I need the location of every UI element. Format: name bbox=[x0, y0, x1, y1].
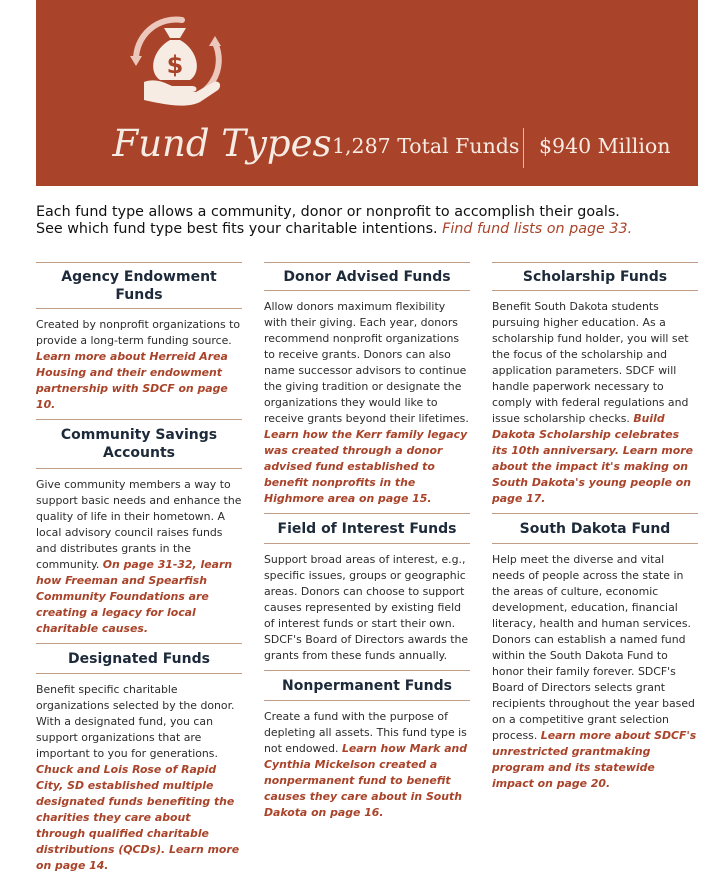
divider bbox=[264, 262, 470, 263]
section-body-nonpermanent bbox=[264, 709, 470, 821]
section-text: Create a fund with the purpose of depleting all assets. This fund type is not endowed. bbox=[264, 710, 467, 755]
divider bbox=[36, 643, 242, 644]
divider bbox=[36, 308, 242, 309]
intro-text bbox=[36, 204, 706, 238]
intro-line-2-text: See which fund type best fits your charitable intentions. bbox=[36, 221, 438, 237]
section-text: Benefit specific charitable organizations selected by the donor. With a designated fund, you can support organizations that are important to you for generations. bbox=[36, 683, 235, 760]
column-middle bbox=[264, 262, 470, 821]
stat-divider bbox=[523, 128, 524, 168]
story-link-freeman-spearfish[interactable]: On page 31-32, learn how Freeman and Spearfish Community Foundations are creating a legacy for local charitable causes. bbox=[36, 558, 233, 635]
section-text: Benefit South Dakota students pursuing higher education. As a scholarship fund holder, you will set the focus of the scholarship and application parameters. SDCF will handle paperwork necessary to comply with federal regulations and issue scholarship checks. bbox=[492, 300, 689, 425]
divider bbox=[492, 513, 698, 514]
total-funds-stat: 1,287 Total Funds bbox=[332, 134, 520, 158]
column-left bbox=[36, 262, 242, 874]
column-right bbox=[492, 262, 698, 792]
fund-lists-link[interactable]: Find fund lists on page 33. bbox=[442, 221, 633, 237]
section-body-field-of-interest bbox=[264, 552, 470, 664]
divider bbox=[36, 419, 242, 420]
section-body-designated bbox=[36, 682, 242, 874]
header-banner bbox=[36, 0, 698, 186]
section-text: Support broad areas of interest, e.g., specific issues, groups or geographic areas. Donors can choose to support causes represented by existing field of interest funds or start their own. SDCF's Board of Directors awards the grants from these funds annually. bbox=[264, 553, 469, 662]
story-link-kerr[interactable]: Learn how the Kerr family legacy was created through a donor advised fund established to benefit nonprofits in the Highmore area on page 15. bbox=[264, 428, 468, 505]
story-link-herreid[interactable]: Learn more about Herreid Area Housing and their endowment partnership with SDCF on page 10. bbox=[36, 350, 228, 411]
story-link-rose[interactable]: Chuck and Lois Rose of Rapid City, SD established multiple designated funds benefiting the charities they care about through qualified charitable distributions (QCDs). Learn more on page 14. bbox=[36, 763, 240, 872]
divider bbox=[264, 670, 470, 671]
section-title-scholarship: Scholarship Funds bbox=[522, 269, 668, 285]
story-link-build-dakota[interactable]: Build Dakota Scholarship celebrates its 10th anniversary. Learn more about the impact it's making on South Dakota's young people on page 17. bbox=[492, 412, 693, 505]
divider bbox=[264, 700, 470, 701]
section-text: Created by nonprofit organizations to provide a long-term funding source. bbox=[36, 318, 241, 347]
section-title-field-of-interest: Field of Interest Funds bbox=[277, 521, 457, 537]
section-text: Allow donors maximum flexibility with their giving. Each year, donors recommend nonprofit organizations to receive grants. Donors can also name successor advisors to continue the giving tradition or designate the organizations they would like to receive grants beyond their lifetimes. bbox=[264, 300, 469, 425]
section-body-scholarship bbox=[492, 299, 698, 507]
svg-text:$: $ bbox=[166, 51, 184, 79]
section-title-nonpermanent: Nonpermanent Funds bbox=[282, 678, 452, 694]
page-title: Fund Types bbox=[112, 122, 332, 165]
section-title-donor-advised: Donor Advised Funds bbox=[283, 269, 451, 285]
divider bbox=[264, 513, 470, 514]
story-link-grantmaking[interactable]: Learn more about SDCF's unrestricted grantmaking program and its statewide impact on page 20. bbox=[492, 729, 697, 790]
divider bbox=[264, 290, 470, 291]
section-title-agency-endowment: Agency Endowment Funds bbox=[61, 269, 217, 303]
section-title-community-savings: Community Savings Accounts bbox=[60, 427, 218, 461]
section-body-agency-endowment bbox=[36, 317, 242, 413]
divider bbox=[492, 543, 698, 544]
intro-line-1: Each fund type allows a community, donor or nonprofit to accomplish their goals. bbox=[36, 204, 620, 220]
section-body-donor-advised bbox=[264, 299, 470, 507]
divider bbox=[36, 262, 242, 263]
section-title-south-dakota-fund: South Dakota Fund bbox=[519, 521, 671, 537]
intro-line-2 bbox=[36, 221, 706, 238]
divider bbox=[36, 468, 242, 469]
total-assets-stat: $940 Million bbox=[539, 134, 671, 158]
money-bag-hand-icon bbox=[122, 8, 230, 112]
divider bbox=[36, 673, 242, 674]
section-text: Help meet the diverse and vital needs of people across the state in the areas of culture, economic development, education, financial literacy, health and human services. Donors can establish a named fund within the South Dakota Fund to honor their family forever. SDCF's Board of Directors selects grant recipients throughout the year based on a competitive grant selection process. bbox=[492, 553, 695, 742]
story-link-mickelson[interactable]: Learn how Mark and Cynthia Mickelson created a nonpermanent fund to benefit causes they care about in South Dakota on page 16. bbox=[264, 742, 468, 819]
section-body-south-dakota-fund bbox=[492, 552, 698, 792]
section-text: Give community members a way to support basic needs and enhance the quality of life in their hometown. A local advisory council raises funds and distributes grants in the community. bbox=[36, 478, 242, 571]
divider bbox=[492, 262, 698, 263]
section-body-community-savings bbox=[36, 477, 242, 637]
divider bbox=[264, 543, 470, 544]
divider bbox=[492, 290, 698, 291]
section-title-designated: Designated Funds bbox=[68, 651, 210, 667]
